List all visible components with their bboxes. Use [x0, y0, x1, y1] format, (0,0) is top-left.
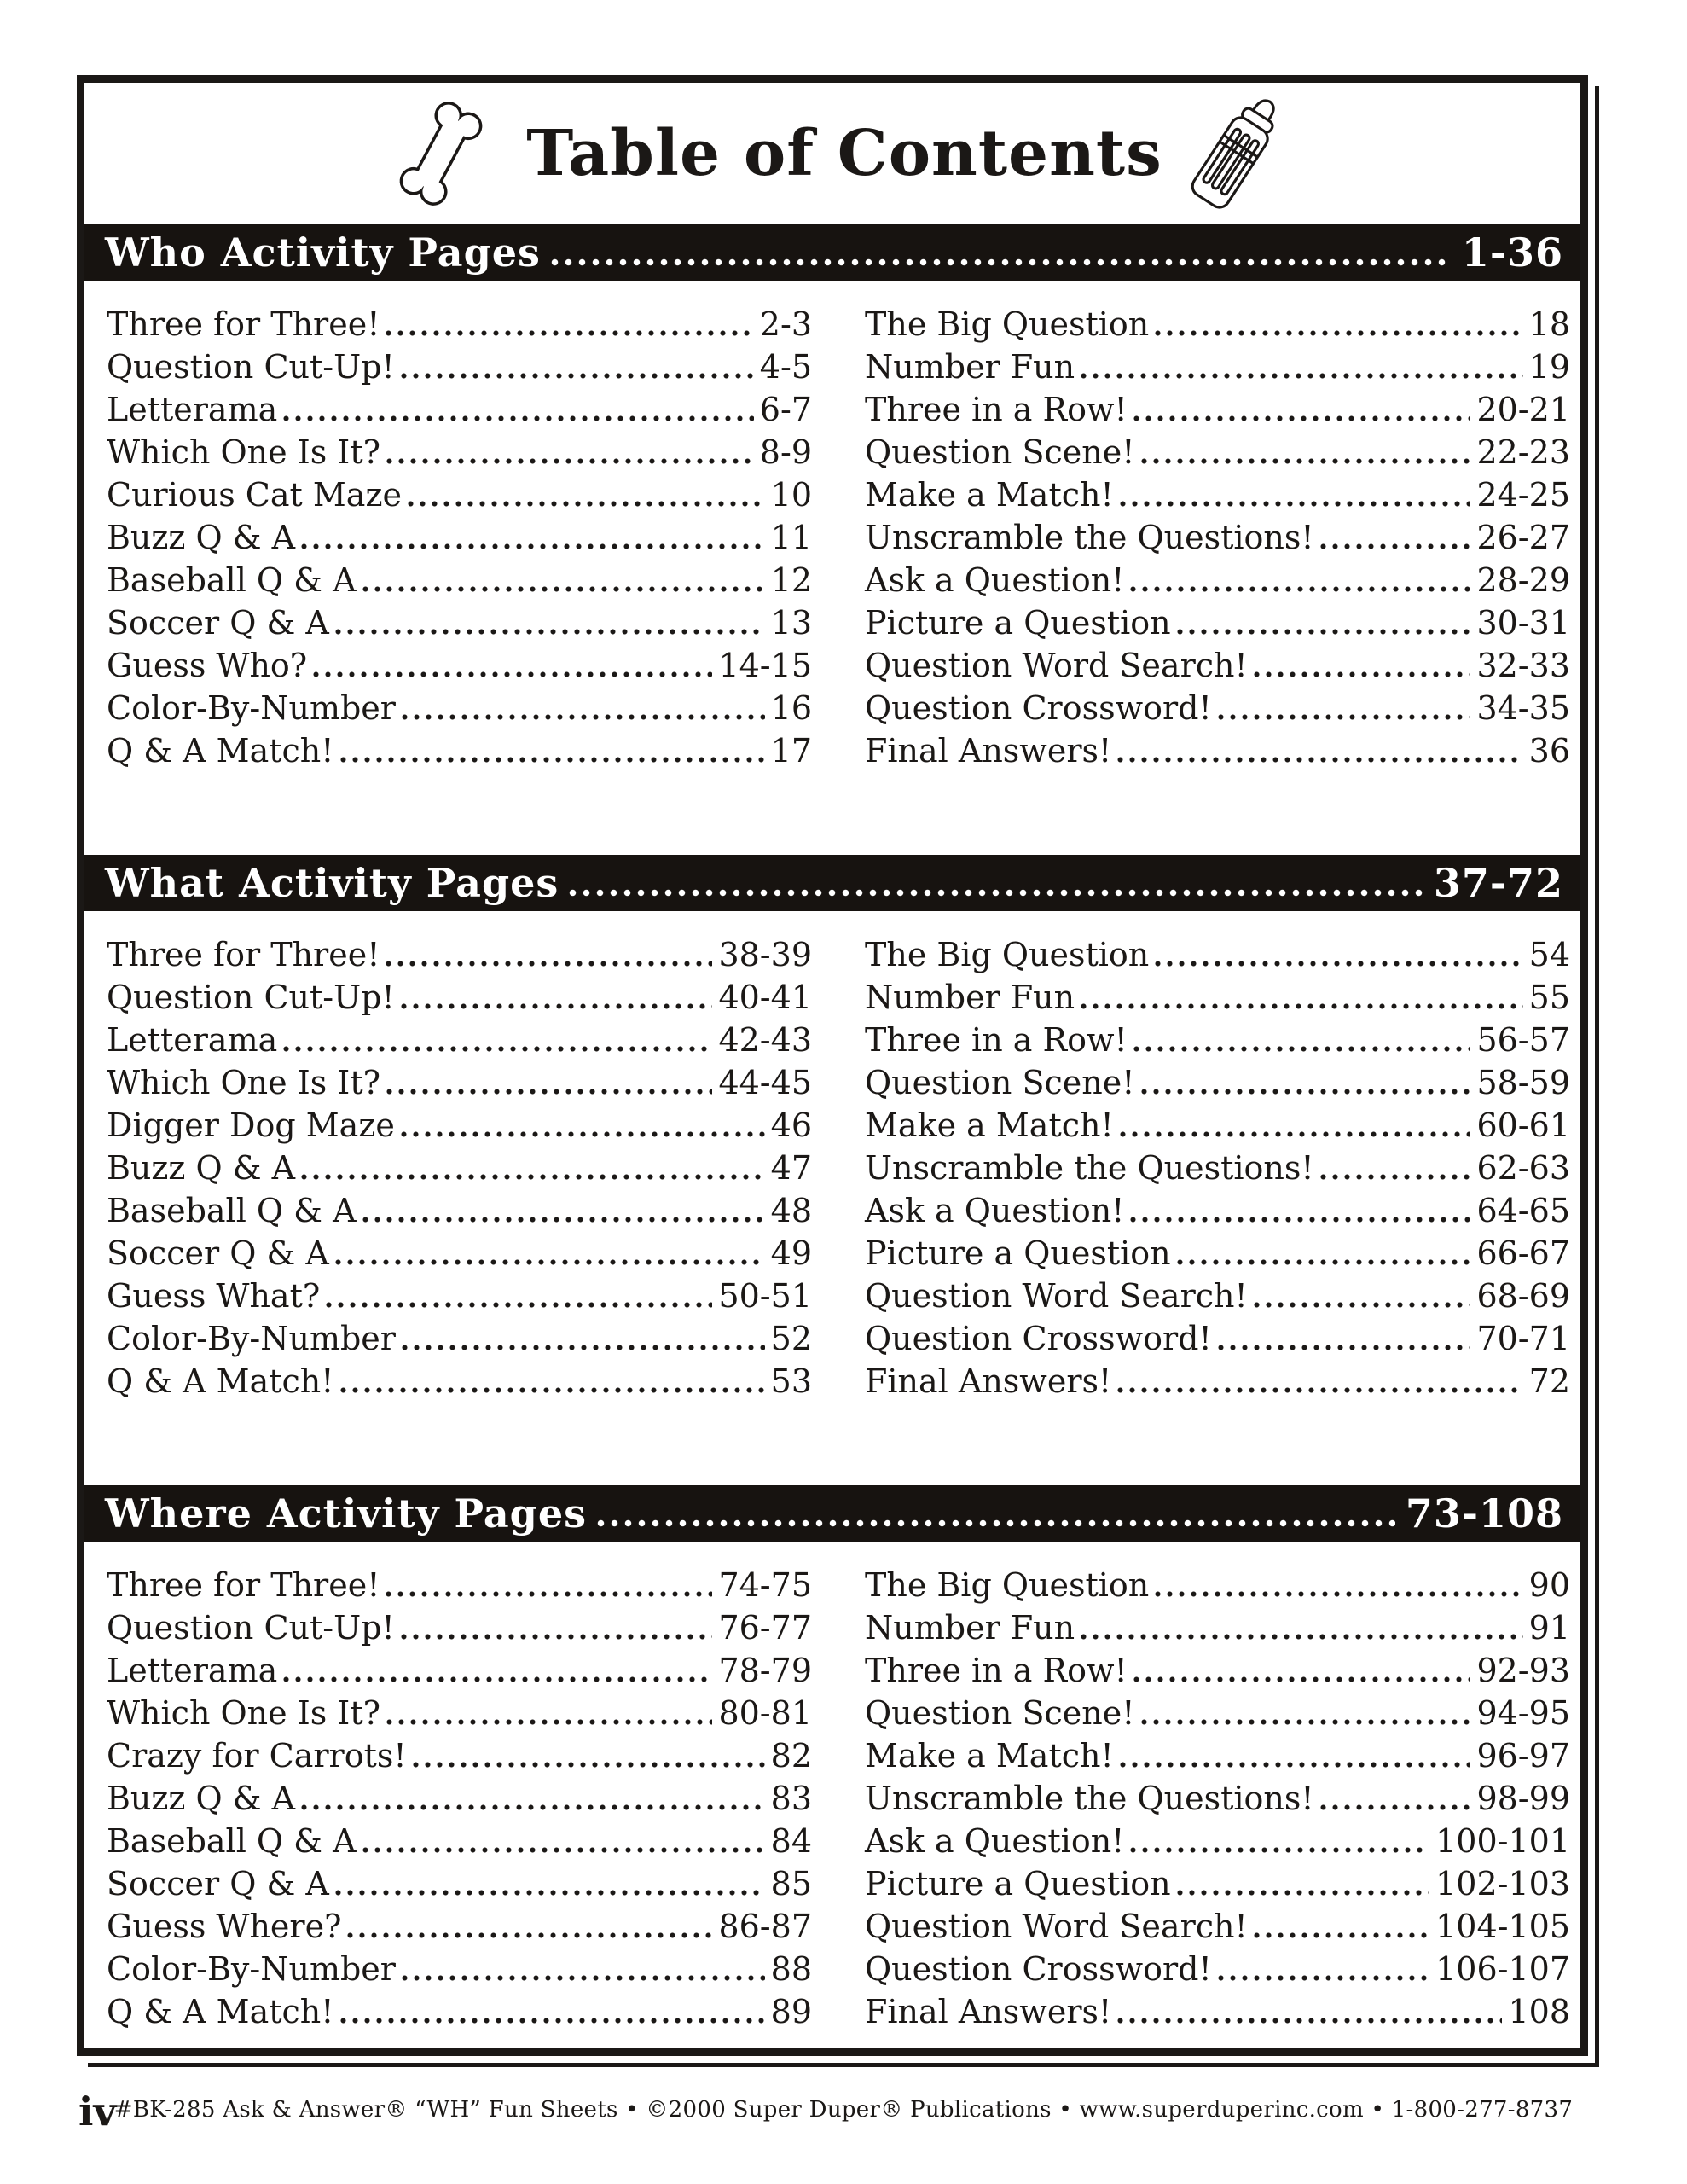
entry-page-number: 48 [770, 1192, 812, 1229]
toc-entry [865, 1102, 1570, 1145]
entry-page-number: 64-65 [1476, 1192, 1570, 1229]
entry-label: Question Crossword! [865, 689, 1212, 727]
dot-leader [1120, 501, 1471, 507]
toc-entry [865, 974, 1570, 1017]
toc-entry [865, 600, 1570, 642]
toc-entry [107, 642, 812, 685]
bone-icon [385, 97, 497, 210]
entry-page-number: 19 [1528, 348, 1570, 386]
toc-section [84, 224, 1580, 791]
toc-entry [865, 1903, 1570, 1946]
entry-label: Q & A Match! [107, 732, 334, 770]
dot-leader [1177, 1259, 1471, 1265]
dot-leader [386, 458, 754, 464]
dot-leader [1130, 1217, 1470, 1223]
entry-page-number: 80-81 [718, 1694, 812, 1732]
entry-page-number: 50-51 [718, 1277, 812, 1315]
entry-label: Picture a Question [865, 1865, 1171, 1902]
toc-entry [107, 1358, 812, 1401]
entry-page-number: 6-7 [759, 391, 812, 428]
toc-entry [865, 1647, 1570, 1690]
entry-page-number: 36 [1528, 732, 1570, 770]
entry-page-number: 55 [1528, 979, 1570, 1016]
dot-leader [283, 1676, 712, 1682]
dot-leader [301, 1804, 765, 1810]
section-title: Who Activity Pages [105, 229, 541, 276]
toc-column-left [107, 301, 812, 770]
toc-entry [865, 1733, 1570, 1775]
entry-label: Ask a Question! [865, 561, 1125, 599]
dot-leader [1120, 1131, 1471, 1137]
entry-label: Soccer Q & A [107, 604, 329, 642]
dot-leader [413, 1762, 765, 1768]
toc-entry [107, 557, 812, 600]
dot-leader [283, 415, 754, 421]
entry-page-number: 60-61 [1476, 1107, 1570, 1144]
title-row [84, 83, 1580, 224]
entry-label: Number Fun [865, 348, 1075, 386]
dot-leader [362, 1217, 765, 1223]
toc-entry [865, 557, 1570, 600]
footer [0, 2085, 1687, 2153]
dot-leader [1081, 1003, 1523, 1009]
entry-label: Color-By-Number [107, 1950, 396, 1988]
toc-column-right [865, 932, 1570, 1401]
entry-page-number: 92-93 [1476, 1652, 1570, 1689]
entry-label: Make a Match! [865, 1737, 1114, 1774]
entry-page-number: 96-97 [1476, 1737, 1570, 1774]
dot-leader [386, 961, 712, 967]
dot-leader [1320, 543, 1471, 549]
entry-label: Final Answers! [865, 1993, 1112, 2030]
entry-page-number: 102-103 [1435, 1865, 1570, 1902]
dot-leader [402, 714, 765, 720]
entry-page-number: 70-71 [1476, 1320, 1570, 1357]
entry-label: Which One Is It? [107, 1064, 380, 1101]
entry-label: The Big Question [865, 936, 1150, 973]
dot-leader [386, 1591, 712, 1597]
entry-label: Number Fun [865, 979, 1075, 1016]
entry-label: Guess What? [107, 1277, 321, 1315]
entry-label: Buzz Q & A [107, 1149, 296, 1187]
entry-page-number: 13 [770, 604, 812, 642]
entry-label: Question Word Search! [865, 1908, 1248, 1945]
toc-entry [107, 1647, 812, 1690]
baby-bottle-icon [1191, 82, 1280, 225]
toc-section [84, 1485, 1580, 2052]
toc-entry [107, 386, 812, 429]
entry-page-number: 98-99 [1476, 1780, 1570, 1817]
entry-page-number: 86-87 [718, 1908, 812, 1945]
toc-entry [107, 1017, 812, 1060]
dot-leader [1177, 629, 1471, 635]
entry-label: Question Cut-Up! [107, 348, 395, 386]
toc-entry [865, 386, 1570, 429]
toc-entry [865, 1775, 1570, 1818]
entry-page-number: 4-5 [759, 348, 812, 386]
entry-page-number: 49 [770, 1234, 812, 1272]
sections [84, 224, 1580, 2052]
dot-leader [1155, 961, 1522, 967]
toc-entry [865, 932, 1570, 974]
dot-leader [362, 1847, 765, 1853]
entry-label: Three for Three! [107, 1566, 380, 1604]
dot-leader [1141, 458, 1471, 464]
dot-leader [408, 501, 765, 507]
entry-page-number: 91 [1528, 1609, 1570, 1647]
toc-entry [865, 1861, 1570, 1903]
toc-entry [865, 1230, 1570, 1273]
toc-entry [107, 1690, 812, 1733]
entry-page-number: 85 [770, 1865, 812, 1902]
dot-leader [1133, 1046, 1471, 1052]
dot-leader [326, 1302, 712, 1308]
dot-leader [1320, 1174, 1471, 1180]
entry-label: Number Fun [865, 1609, 1075, 1647]
entry-label: Question Cut-Up! [107, 1609, 395, 1647]
dot-leader [1254, 1302, 1471, 1308]
toc-entry [107, 1733, 812, 1775]
toc-entry [107, 974, 812, 1017]
toc-entry [865, 1989, 1570, 2031]
entry-page-number: 78-79 [718, 1652, 812, 1689]
entry-page-number: 8-9 [759, 433, 812, 471]
dot-leader [1218, 1345, 1471, 1350]
entry-label: Q & A Match! [107, 1362, 334, 1400]
entry-page-number: 89 [770, 1993, 812, 2030]
entry-label: Curious Cat Maze [107, 476, 402, 514]
dot-leader [335, 1259, 765, 1265]
entry-page-number: 106-107 [1435, 1950, 1570, 1988]
dot-leader [340, 757, 765, 763]
dot-leader [1117, 1387, 1522, 1393]
toc-entry [107, 1946, 812, 1989]
dot-leader [1177, 1890, 1429, 1896]
footer-publisher-info: #BK-285 Ask & Answer® “WH” Fun Sheets • ©2000 Super Duper® Publications • www.superduperinc.com • 1-800-277-8737 [113, 2097, 1574, 2123]
dot-leader [386, 330, 753, 336]
dot-leader [1218, 1975, 1429, 1981]
entry-label: Baseball Q & A [107, 1822, 357, 1860]
entry-page-number: 88 [770, 1950, 812, 1988]
dot-leader [1117, 2018, 1502, 2024]
entry-label: Guess Where? [107, 1908, 342, 1945]
page-title: Table of Contents [526, 117, 1162, 190]
dot-leader [1155, 1591, 1522, 1597]
entry-label: Letterama [107, 391, 278, 428]
entry-label: Which One Is It? [107, 1694, 380, 1732]
toc-entry [865, 472, 1570, 514]
dot-leader [283, 1046, 712, 1052]
entry-label: Crazy for Carrots! [107, 1737, 407, 1774]
toc-entry [107, 1989, 812, 2031]
toc-entry [107, 301, 812, 344]
entry-label: Buzz Q & A [107, 1780, 296, 1817]
footer-page-number: iv [78, 2088, 117, 2135]
entry-label: Unscramble the Questions! [865, 1149, 1314, 1187]
toc-entry [865, 728, 1570, 770]
dot-leader [1320, 1804, 1471, 1810]
toc-entry [107, 1145, 812, 1188]
toc-entry [865, 1690, 1570, 1733]
dot-leader [347, 1932, 712, 1938]
entry-label: Question Scene! [865, 1064, 1135, 1101]
section-body [84, 911, 1580, 1421]
toc-entry [107, 1562, 812, 1605]
entry-page-number: 108 [1508, 1993, 1570, 2030]
entry-page-number: 46 [770, 1107, 812, 1144]
dot-leader [1254, 1932, 1429, 1938]
entry-label: The Big Question [865, 305, 1150, 343]
toc-entry [865, 1946, 1570, 1989]
dot-leader [335, 629, 765, 635]
section-body [84, 1542, 1580, 2052]
entry-page-number: 68-69 [1476, 1277, 1570, 1315]
entry-label: Question Scene! [865, 433, 1135, 471]
toc-entry [865, 1060, 1570, 1102]
entry-page-number: 17 [770, 732, 812, 770]
entry-label: Three in a Row! [865, 1021, 1128, 1059]
entry-page-number: 104-105 [1435, 1908, 1570, 1945]
toc-entry [865, 1145, 1570, 1188]
section-page-range: 1-36 [1461, 229, 1563, 276]
toc-entry [107, 1060, 812, 1102]
entry-page-number: 28-29 [1476, 561, 1570, 599]
entry-page-number: 34-35 [1476, 689, 1570, 727]
toc-column-left [107, 1562, 812, 2031]
entry-label: Baseball Q & A [107, 1192, 357, 1229]
entry-page-number: 76-77 [718, 1609, 812, 1647]
section-page-range: 37-72 [1433, 860, 1563, 906]
toc-entry [865, 1017, 1570, 1060]
entry-page-number: 82 [770, 1737, 812, 1774]
dot-leader [1081, 1634, 1523, 1640]
entry-page-number: 66-67 [1476, 1234, 1570, 1272]
dot-leader [301, 543, 765, 549]
entry-page-number: 44-45 [718, 1064, 812, 1101]
toc-entry [865, 514, 1570, 557]
entry-label: Picture a Question [865, 1234, 1171, 1272]
toc-entry [107, 429, 812, 472]
dot-leader [313, 671, 712, 677]
entry-page-number: 58-59 [1476, 1064, 1570, 1101]
toc-entry [107, 728, 812, 770]
entry-page-number: 26-27 [1476, 519, 1570, 556]
entry-label: Buzz Q & A [107, 519, 296, 556]
dot-leader [335, 1890, 765, 1896]
entry-page-number: 90 [1528, 1566, 1570, 1604]
toc-entry [107, 1818, 812, 1861]
toc-entry [865, 685, 1570, 728]
toc-entry [107, 1102, 812, 1145]
entry-page-number: 2-3 [759, 305, 812, 343]
section-title: What Activity Pages [105, 860, 559, 906]
toc-entry [107, 1188, 812, 1230]
entry-label: Three for Three! [107, 305, 380, 343]
entry-page-number: 40-41 [718, 979, 812, 1016]
dot-leader [386, 1719, 712, 1725]
toc-column-right [865, 301, 1570, 770]
dot-leader [1130, 1847, 1429, 1853]
dot-leader [402, 1345, 765, 1350]
entry-page-number: 14-15 [718, 647, 812, 684]
dot-leader [1218, 714, 1471, 720]
entry-label: Which One Is It? [107, 433, 380, 471]
dot-leader [402, 1975, 765, 1981]
toc-entry [865, 1358, 1570, 1401]
entry-page-number: 16 [770, 689, 812, 727]
dot-leader [1133, 1676, 1471, 1682]
entry-page-number: 47 [770, 1149, 812, 1187]
toc-entry [865, 1818, 1570, 1861]
section-header-bar [84, 224, 1580, 281]
entry-label: The Big Question [865, 1566, 1150, 1604]
dot-leader [569, 889, 1423, 897]
toc-entry [865, 1605, 1570, 1647]
dot-leader [1254, 671, 1471, 677]
section-header-bar [84, 1485, 1580, 1542]
entry-label: Soccer Q & A [107, 1234, 329, 1272]
section-body [84, 281, 1580, 791]
dot-leader [401, 1003, 713, 1009]
toc-column-right [865, 1562, 1570, 2031]
toc-entry [865, 429, 1570, 472]
entry-label: Question Crossword! [865, 1950, 1212, 1988]
entry-page-number: 54 [1528, 936, 1570, 973]
entry-page-number: 30-31 [1476, 604, 1570, 642]
toc-entry [107, 1316, 812, 1358]
toc-entry [107, 1605, 812, 1647]
entry-page-number: 53 [770, 1362, 812, 1400]
dot-leader [1117, 757, 1522, 763]
entry-page-number: 32-33 [1476, 647, 1570, 684]
dot-leader [401, 1131, 765, 1137]
entry-label: Digger Dog Maze [107, 1107, 395, 1144]
entry-label: Three for Three! [107, 936, 380, 973]
entry-label: Three in a Row! [865, 391, 1128, 428]
toc-entry [865, 1188, 1570, 1230]
entry-page-number: 20-21 [1476, 391, 1570, 428]
dot-leader [1133, 415, 1471, 421]
toc-entry [107, 1861, 812, 1903]
toc-entry [107, 1273, 812, 1316]
dot-leader [362, 586, 765, 592]
entry-page-number: 52 [770, 1320, 812, 1357]
toc-entry [107, 1775, 812, 1818]
entry-label: Question Word Search! [865, 647, 1248, 684]
entry-label: Ask a Question! [865, 1192, 1125, 1229]
section-title: Where Activity Pages [105, 1490, 587, 1536]
entry-label: Q & A Match! [107, 1993, 334, 2030]
toc-entry [865, 1562, 1570, 1605]
entry-page-number: 12 [770, 561, 812, 599]
toc-entry [865, 1273, 1570, 1316]
entry-page-number: 42-43 [718, 1021, 812, 1059]
toc-page [77, 75, 1588, 2056]
entry-page-number: 84 [770, 1822, 812, 1860]
entry-label: Final Answers! [865, 732, 1112, 770]
entry-label: Letterama [107, 1652, 278, 1689]
entry-page-number: 11 [770, 519, 812, 556]
entry-label: Make a Match! [865, 476, 1114, 514]
entry-label: Unscramble the Questions! [865, 1780, 1314, 1817]
dot-leader [1155, 330, 1522, 336]
section-page-range: 73-108 [1405, 1490, 1563, 1536]
dot-leader [1130, 586, 1470, 592]
dot-leader [401, 373, 754, 379]
entry-label: Make a Match! [865, 1107, 1114, 1144]
toc-entry [107, 344, 812, 386]
entry-page-number: 100-101 [1435, 1822, 1570, 1860]
toc-entry [107, 600, 812, 642]
entry-page-number: 24-25 [1476, 476, 1570, 514]
dot-leader [597, 1519, 1395, 1527]
entry-label: Question Scene! [865, 1694, 1135, 1732]
dot-leader [1141, 1719, 1471, 1725]
entry-label: Question Word Search! [865, 1277, 1248, 1315]
entry-page-number: 83 [770, 1780, 812, 1817]
dot-leader [340, 2018, 765, 2024]
toc-entry [107, 685, 812, 728]
section-header-bar [84, 855, 1580, 911]
entry-page-number: 18 [1528, 305, 1570, 343]
toc-entry [107, 932, 812, 974]
dot-leader [340, 1387, 765, 1393]
entry-page-number: 74-75 [718, 1566, 812, 1604]
entry-label: Soccer Q & A [107, 1865, 329, 1902]
entry-label: Color-By-Number [107, 1320, 396, 1357]
dot-leader [1141, 1089, 1471, 1095]
entry-page-number: 94-95 [1476, 1694, 1570, 1732]
entry-label: Three in a Row! [865, 1652, 1128, 1689]
entry-label: Letterama [107, 1021, 278, 1059]
entry-page-number: 22-23 [1476, 433, 1570, 471]
entry-page-number: 38-39 [718, 936, 812, 973]
entry-label: Question Cut-Up! [107, 979, 395, 1016]
entry-page-number: 62-63 [1476, 1149, 1570, 1187]
dot-leader [301, 1174, 765, 1180]
toc-entry [107, 1903, 812, 1946]
toc-column-left [107, 932, 812, 1401]
toc-entry [865, 344, 1570, 386]
toc-section [84, 855, 1580, 1421]
entry-page-number: 56-57 [1476, 1021, 1570, 1059]
entry-label: Ask a Question! [865, 1822, 1125, 1860]
entry-label: Picture a Question [865, 604, 1171, 642]
entry-label: Baseball Q & A [107, 561, 357, 599]
dot-leader [1081, 373, 1523, 379]
toc-entry [107, 1230, 812, 1273]
dot-leader [386, 1089, 712, 1095]
entry-label: Question Crossword! [865, 1320, 1212, 1357]
toc-entry [865, 301, 1570, 344]
toc-entry [865, 642, 1570, 685]
dot-leader [401, 1634, 713, 1640]
toc-entry [107, 472, 812, 514]
entry-page-number: 72 [1528, 1362, 1570, 1400]
dot-leader [1120, 1762, 1471, 1768]
toc-entry [107, 514, 812, 557]
entry-label: Unscramble the Questions! [865, 519, 1314, 556]
toc-entry [865, 1316, 1570, 1358]
entry-page-number: 10 [770, 476, 812, 514]
entry-label: Final Answers! [865, 1362, 1112, 1400]
dot-leader [551, 258, 1452, 266]
entry-label: Color-By-Number [107, 689, 396, 727]
entry-label: Guess Who? [107, 647, 308, 684]
